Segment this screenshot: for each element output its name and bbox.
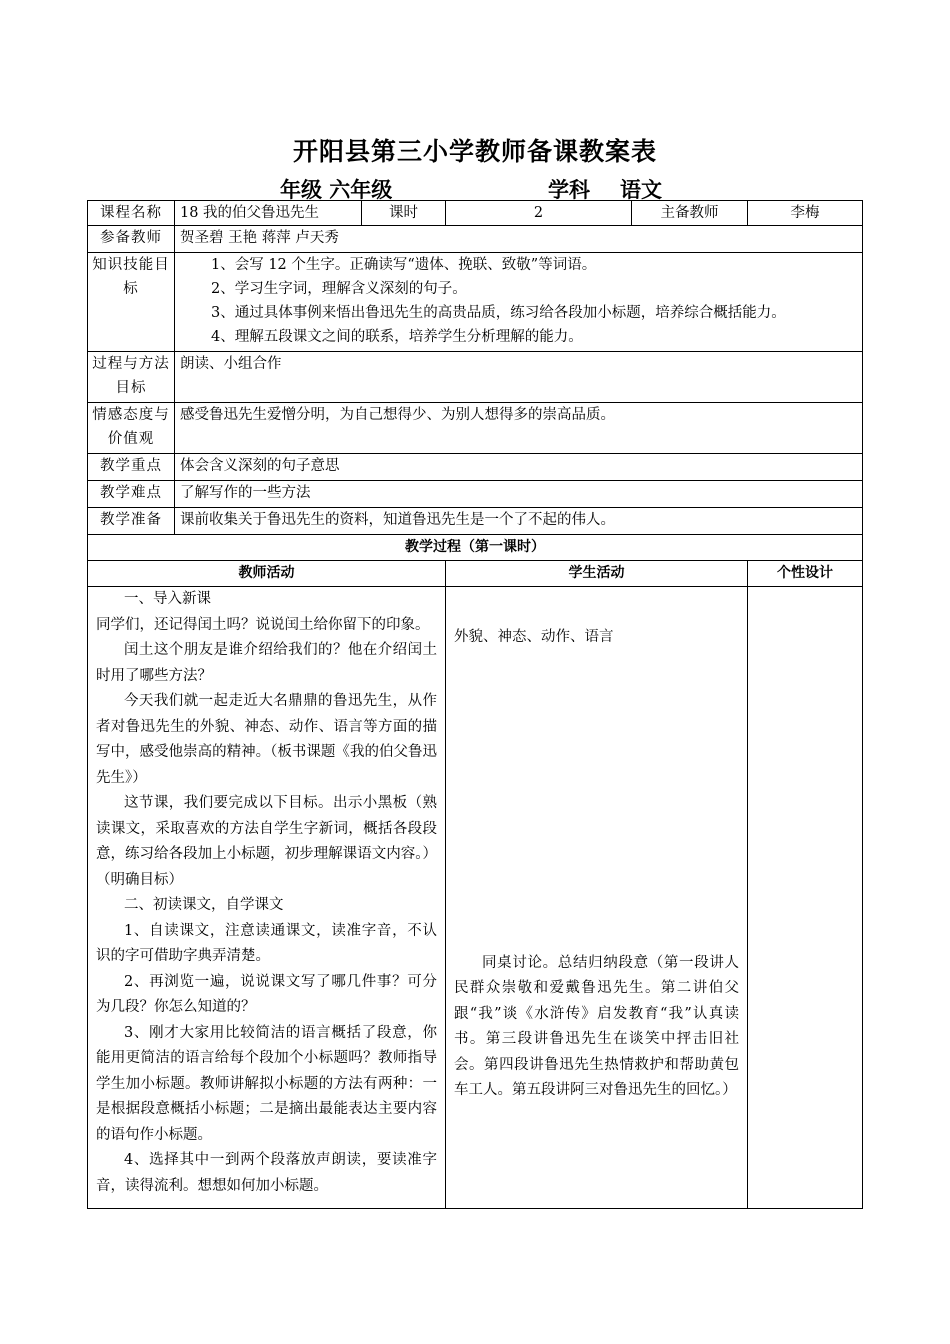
student-paragraph: 外貌、神态、动作、语言 <box>454 629 614 645</box>
grade-line: 年级 六年级 <box>280 174 492 201</box>
page-title: 开阳县第三小学教师备课教案表 <box>292 137 657 166</box>
process-header: 教学过程（第一课时） <box>88 535 863 561</box>
student-paragraph: 同桌讨论。总结归纳段意（第一段讲人民群众崇敬和爱戴鲁迅先生。第二讲伯父跟“我”谈《水浒传》启发教育“我”认真读书。第三段讲鲁迅先生在谈笑中抨击旧社会。第四段讲鲁迅先生热情救护和帮助黄包车工人。第五段讲阿三对鲁迅先生的回忆。） <box>454 954 740 1098</box>
process-method-value: 朗读、小组合作 <box>175 352 863 403</box>
participants-label: 参备教师 <box>88 226 175 253</box>
key-point-label: 教学重点 <box>88 454 175 481</box>
knowledge-item: 2、学习生字词，理解含义深刻的句子。 <box>211 281 467 297</box>
teacher-paragraph: 二、初读课文，自学课文 <box>124 897 284 913</box>
knowledge-item: 1、会写 12 个生字。正确读写“遗体、挽联、致敬”等词语。 <box>211 257 597 273</box>
subject-value: 语文 <box>620 178 662 202</box>
difficulty-value: 了解写作的一些方法 <box>175 481 863 508</box>
main-teacher-label: 主备教师 <box>632 201 748 226</box>
teacher-paragraph: 今天我们就一起走近大名鼎鼎的鲁迅先生，从作者对鲁迅先生的外貌、神态、动作、语言等方面的描写中，感受他崇高的精神。（板书课题《我的伯父鲁迅先生》） <box>96 693 437 786</box>
teacher-activity <box>88 587 446 1209</box>
key-point-value: 体会含义深刻的句子意思 <box>175 454 863 481</box>
teacher-paragraph: 4、选择其中一到两个段落放声朗读，要读准字音，读得流利。想想如何加小标题。 <box>96 1152 437 1194</box>
teacher-paragraph: 3、刚才大家用比较简洁的语言概括了段意，你能用更简洁的语言给每个段加个小标题吗？教师指导学生加小标题。教师讲解拟小标题的方法有两种：一是根据段意概括小标题；二是摘出最能表达主要内容的语句作小标题。 <box>96 1024 437 1143</box>
teacher-paragraph: 一、导入新课 <box>124 591 211 607</box>
teacher-paragraph: 闰土这个朋友是谁介绍给我们的？他在介绍闰土时用了哪些方法？ <box>96 642 437 684</box>
student-activity <box>446 587 748 1209</box>
course-label: 课程名称 <box>88 201 175 226</box>
process-method-label: 过程与方法目标 <box>88 352 175 403</box>
subject-line <box>548 174 715 201</box>
column-teacher: 教师活动 <box>88 561 446 587</box>
participants-value: 贺圣碧 王艳 蒋萍 卢天秀 <box>175 226 863 253</box>
personal-design <box>748 587 863 1209</box>
hours-value: 2 <box>446 201 632 226</box>
column-personal: 个性设计 <box>748 561 863 587</box>
knowledge-label: 知识技能目标 <box>88 253 175 352</box>
emotion-value: 感受鲁迅先生爱憎分明，为自己想得少、为别人想得多的崇高品质。 <box>175 403 863 454</box>
teacher-paragraph: 1、自读课文，注意读通课文，读准字音，不认识的字可借助字典弄清楚。 <box>96 922 437 964</box>
preparation-value: 课前收集关于鲁迅先生的资料，知道鲁迅先生是一个了不起的伟人。 <box>175 508 863 535</box>
lesson-plan-table <box>87 200 863 1209</box>
course-value: 18 我的伯父鲁迅先生 <box>175 201 362 226</box>
column-student: 学生活动 <box>446 561 748 587</box>
knowledge-goals <box>175 253 863 352</box>
teacher-paragraph: 这节课，我们要完成以下目标。出示小黑板（熟读课文，采取喜欢的方法自学生字新词，概括各段段意，练习给各段加上小标题，初步理解课语文内容。）（明确目标） <box>96 795 437 888</box>
preparation-label: 教学准备 <box>88 508 175 535</box>
teacher-paragraph: 同学们，还记得闰土吗？说说闰土给你留下的印象。 <box>96 616 430 633</box>
emotion-label: 情感态度与价值观 <box>88 403 175 454</box>
main-teacher-value: 李梅 <box>748 201 863 226</box>
knowledge-item: 3、通过具体事例来悟出鲁迅先生的高贵品质，练习给各段加小标题，培养综合概括能力。 <box>211 305 786 321</box>
subject-label: 学科 <box>548 178 590 202</box>
hours-label: 课时 <box>362 201 446 226</box>
difficulty-label: 教学难点 <box>88 481 175 508</box>
teacher-paragraph: 2、再浏览一遍，说说课文写了哪几件事？可分为几段？你怎么知道的？ <box>96 973 437 1015</box>
knowledge-item: 4、理解五段课文之间的联系，培养学生分析理解的能力。 <box>211 329 583 345</box>
